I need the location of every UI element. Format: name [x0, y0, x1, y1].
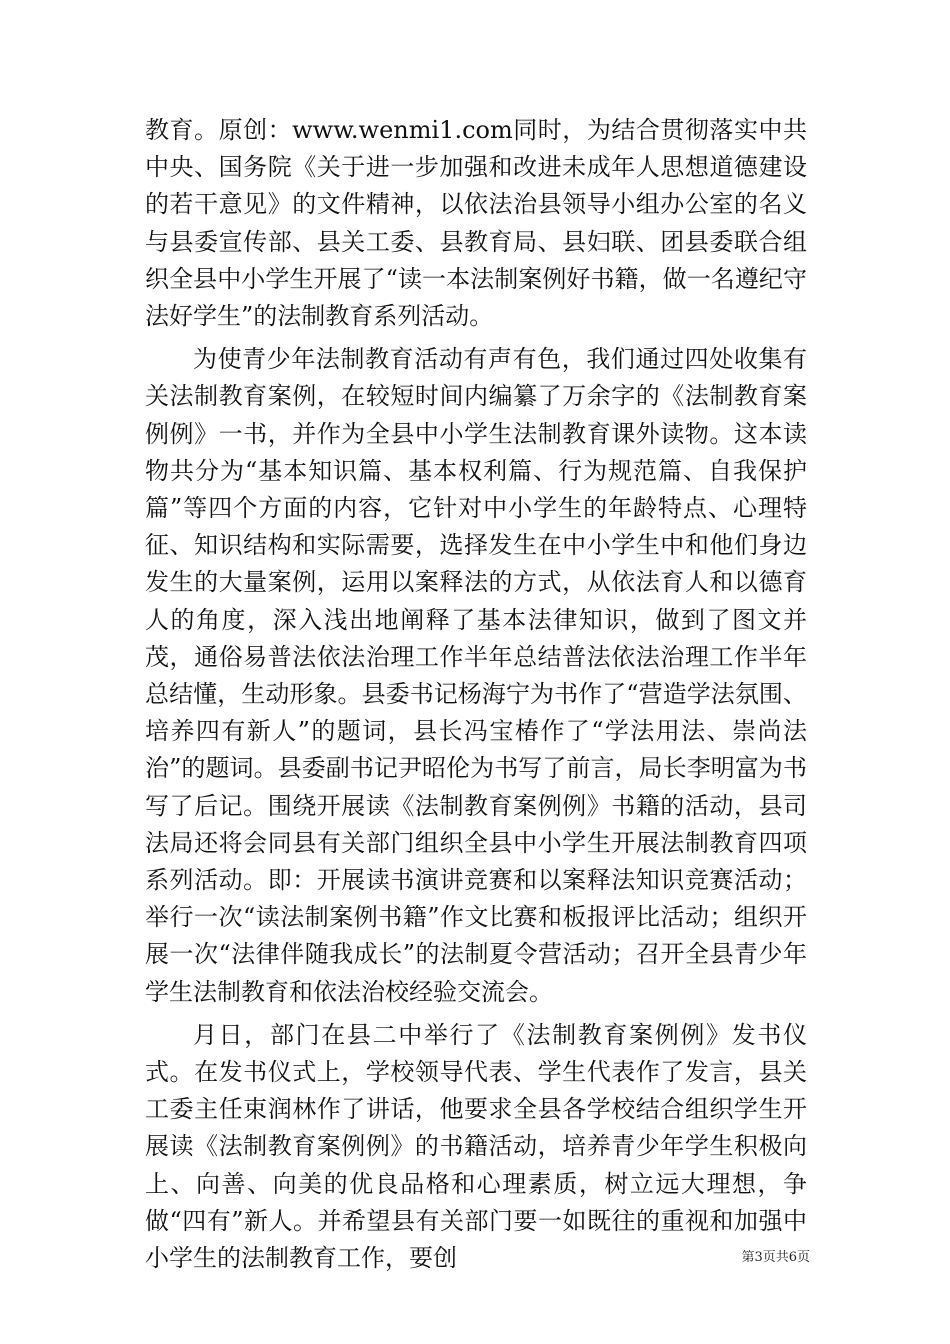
- document-body: [145, 112, 807, 1277]
- paragraph-3: 月日，部门在县二中举行了《法制教育案例例》发书仪式。在发书仪式上，学校领导代表、学生代表作了发言，县关工委主任束润林作了讲话，他要求全县各学校结合组织学生开展读《法制教育案例例》的书籍活动，培养青少年学生积极向上、向善、向美的优良品格和心理素质，树立远大理想，争做“四有”新人。并希望县有关部门要一如既往的重视和加强中小学生的法制教育工作，要创: [145, 1020, 807, 1273]
- paragraph-2: 为使青少年法制教育活动有声有色，我们通过四处收集有关法制教育案例，在较短时间内编纂了万余字的《法制教育案例例》一书，并作为全县中小学生法制教育课外读物。这本读物共分为“基本知识篇、基本权利篇、行为规范篇、自我保护篇”等四个方面的内容，它针对中小学生的年龄特点、心理特征、知识结构和实际需要，选择发生在中小学生中和他们身边发生的大量案例，运用以案释法的方式，从依法育人和以德育人的角度，深入浅出地阐释了基本法律知识，做到了图文并茂，通俗易普法依法治理工作半年总结普法依法治理工作半年总结懂，生动形象。县委书记杨海宁为书作了“营造学法氛围、培养四有新人”的题词，县长冯宝椿作了“学法用法、崇尚法治”的题词。县委副书记尹昭伦为书写了前言，局长李明富为书写了后记。围绕开展读《法制教育案例例》书籍的活动，县司法局还将会同县有关部门组织全县中小学生开展法制教育四项系列活动。即：开展读书演讲竞赛和以案释法知识竞赛活动；举行一次“读法制案例书籍”作文比赛和板报评比活动；组织开展一次“法律伴随我成长”的法制夏令营活动；召开全县青少年学生法制教育和依法治校经验交流会。: [145, 345, 807, 1006]
- page-number: 第3页共6页: [741, 1250, 810, 1265]
- paragraph-1: 教育。原创：www.wenmi1.com同时，为结合贯彻落实中共中央、国务院《关于进一步加强和改进未成年人思想道德建设的若干意见》的文件精神，以依法治县领导小组办公室的名义与县委宣传部、县关工委、县教育局、县妇联、团县委联合组织全县中小学生开展了“读一本法制案例好书籍，做一名遵纪守法好学生”的法制教育系列活动。: [145, 116, 807, 331]
